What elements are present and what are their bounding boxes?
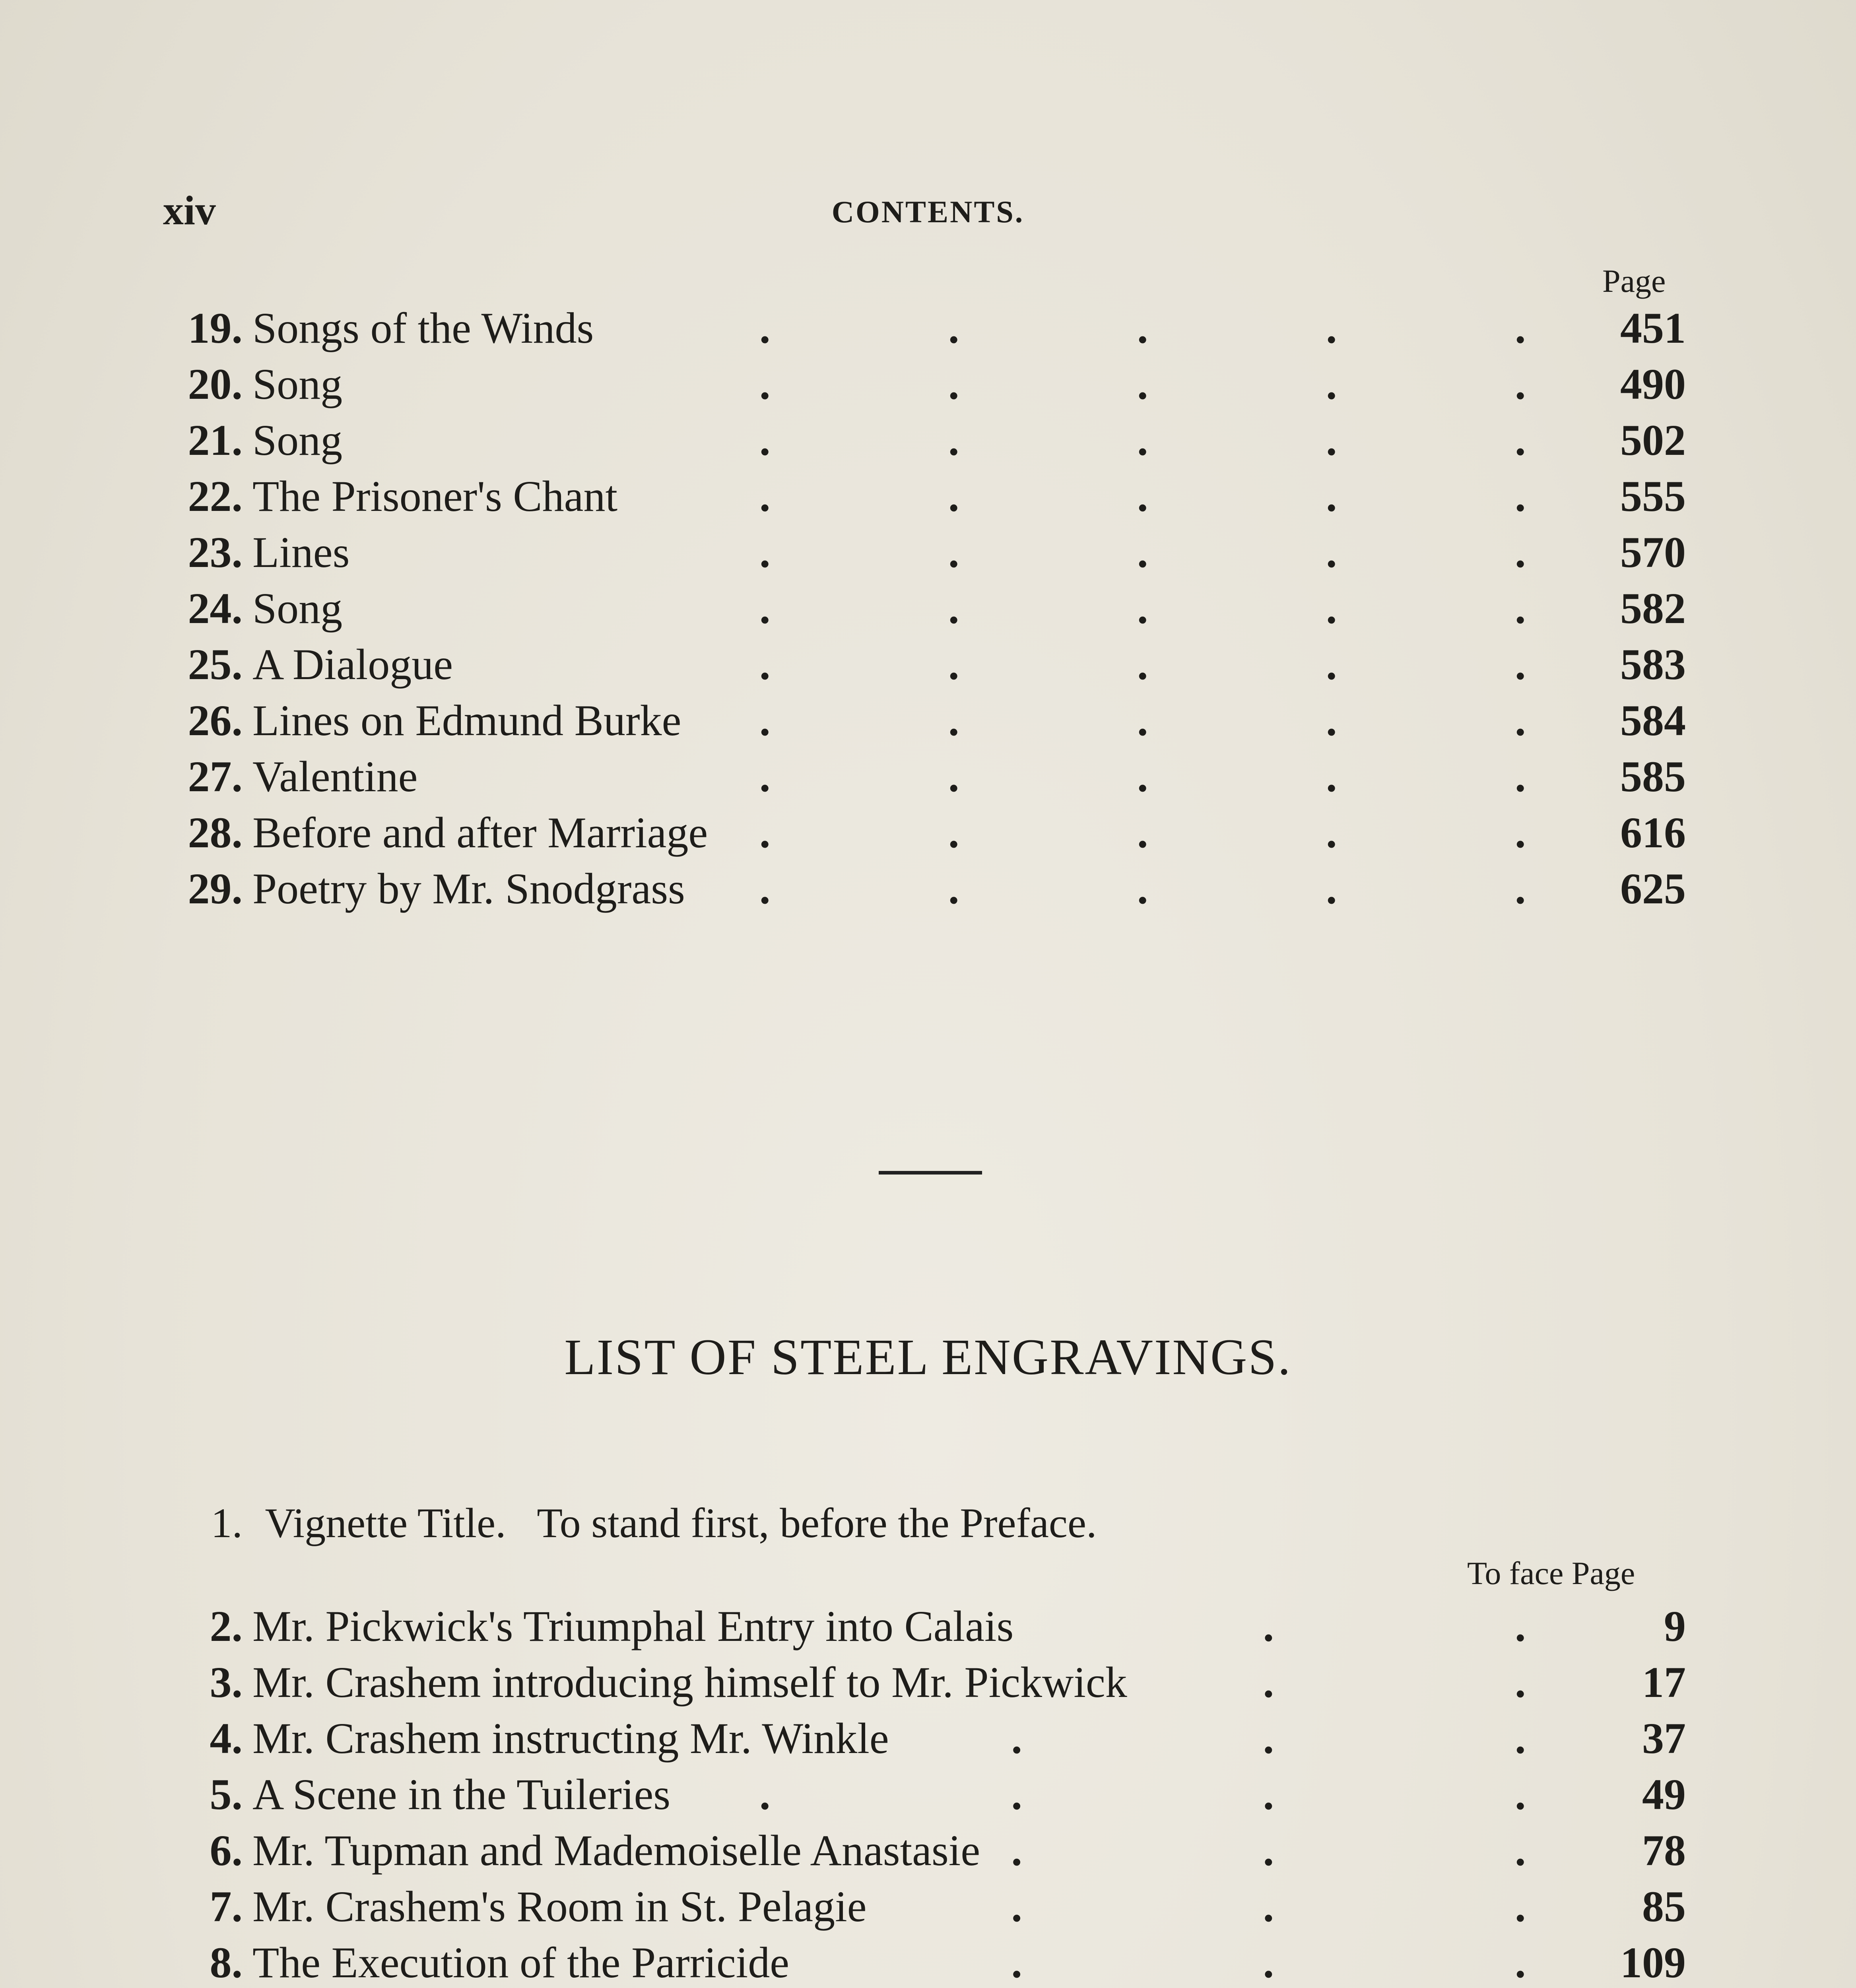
contents-item-title: Before and after Marriage	[252, 808, 708, 857]
engraving-item-number: 4.	[210, 1714, 243, 1763]
engraving-item-row	[163, 1767, 1686, 1823]
engraving-item-page: 109	[1620, 1938, 1686, 1987]
contents-item-number: 23.	[188, 528, 243, 577]
contents-item-number: 26.	[188, 696, 243, 745]
engraving-item-page: 78	[1642, 1826, 1686, 1875]
contents-item-page: 555	[1620, 472, 1686, 520]
engravings-page-column-label: To face Page	[1467, 1555, 1635, 1591]
engraving-item-number: 2.	[210, 1602, 243, 1650]
engraving-item-page: 85	[1642, 1882, 1686, 1931]
engraving-item-page: 17	[1642, 1658, 1686, 1706]
contents-item-row	[163, 356, 1686, 412]
contents-item-page: 502	[1620, 416, 1686, 464]
contents-item-title: The Prisoner's Chant	[252, 472, 618, 520]
contents-item-page: 625	[1620, 864, 1686, 913]
contents-item-title: Song	[252, 584, 343, 633]
contents-item-dot-leaders: . . . . .	[759, 528, 1526, 577]
engraving-item-row	[163, 1935, 1686, 1988]
engraving-item-number: 3.	[210, 1658, 243, 1706]
contents-item-page: 585	[1620, 752, 1686, 801]
engraving-item-dot-leaders: . . .	[1011, 1938, 1526, 1987]
engraving-item-title: A Scene in the Tuileries	[252, 1770, 671, 1819]
section-divider-rule	[879, 1171, 982, 1175]
engraving-item-page: 49	[1642, 1770, 1686, 1819]
contents-item-number: 25.	[188, 640, 243, 689]
engraving-item-title: Mr. Pickwick's Triumphal Entry into Calais	[252, 1602, 1014, 1650]
contents-item-row	[163, 412, 1686, 468]
engraving-item-dot-leaders: . .	[1263, 1602, 1526, 1650]
engraving-item-title: Mr. Tupman and Mademoiselle Anastasie	[252, 1826, 980, 1875]
contents-item-title: Poetry by Mr. Snodgrass	[252, 864, 685, 913]
engraving-item-number: 8.	[210, 1938, 243, 1987]
engraving-item-dot-leaders: . . . .	[759, 1770, 1526, 1819]
engraving-item-page: 37	[1642, 1714, 1686, 1763]
contents-item-dot-leaders: . . . . .	[759, 640, 1526, 689]
contents-item-page: 570	[1620, 528, 1686, 577]
contents-item-row	[163, 805, 1686, 861]
contents-item-title: Valentine	[252, 752, 418, 801]
contents-list	[163, 300, 1686, 917]
contents-item-dot-leaders: . . . . .	[759, 808, 1526, 857]
contents-item-number: 27.	[188, 752, 243, 801]
contents-item-dot-leaders: . . . . .	[759, 360, 1526, 408]
engraving-item-row	[163, 1598, 1686, 1654]
engraving-item-page: 9	[1664, 1602, 1686, 1650]
engraving-item-dot-leaders: . .	[1263, 1658, 1526, 1706]
contents-item-page: 616	[1620, 808, 1686, 857]
contents-item-row	[163, 300, 1686, 356]
section-title: CONTENTS.	[831, 194, 1025, 229]
contents-item-row	[163, 468, 1686, 524]
contents-item-number: 19.	[188, 304, 243, 352]
engraving-item-row	[163, 1879, 1686, 1935]
contents-item-title: Lines on Edmund Burke	[252, 696, 681, 745]
contents-item-dot-leaders: . . . . .	[759, 752, 1526, 801]
engraving-item-dot-leaders: . . .	[1011, 1826, 1526, 1875]
contents-item-title: A Dialogue	[252, 640, 453, 689]
contents-item-page: 451	[1620, 304, 1686, 352]
engraving-item-title: Mr. Crashem instructing Mr. Winkle	[252, 1714, 889, 1763]
engraving-item-dot-leaders: . . .	[1011, 1714, 1526, 1763]
engraving-item-row	[163, 1654, 1686, 1710]
engraving-item-number: 5.	[210, 1770, 243, 1819]
engraving-item-title: Mr. Crashem's Room in St. Pelagie	[252, 1882, 867, 1931]
engraving-item-row	[163, 1710, 1686, 1767]
contents-item-row	[163, 861, 1686, 917]
contents-page-column-label: Page	[1602, 263, 1666, 299]
contents-item-dot-leaders: . . . . .	[759, 584, 1526, 633]
contents-item-title: Songs of the Winds	[252, 304, 594, 352]
contents-item-dot-leaders: . . . . .	[759, 304, 1526, 352]
contents-item-title: Song	[252, 416, 343, 464]
contents-item-number: 29.	[188, 864, 243, 913]
engraving-item-dot-leaders: . . .	[1011, 1882, 1526, 1931]
contents-item-page: 584	[1620, 696, 1686, 745]
contents-item-number: 24.	[188, 584, 243, 633]
contents-item-dot-leaders: . . . . .	[759, 472, 1526, 520]
engraving-1-number: 1.	[211, 1500, 243, 1546]
contents-item-row	[163, 749, 1686, 805]
engraving-item-number: 6.	[210, 1826, 243, 1875]
engraving-item-title: The Execution of the Parricide	[252, 1938, 790, 1987]
engraving-item-row	[163, 1823, 1686, 1879]
engravings-heading: LIST OF STEEL ENGRAVINGS.	[564, 1329, 1292, 1385]
contents-item-page: 583	[1620, 640, 1686, 689]
engraving-item-title: Mr. Crashem introducing himself to Mr. Pickwick	[252, 1658, 1127, 1706]
contents-item-number: 22.	[188, 472, 243, 520]
running-head	[163, 187, 1693, 243]
contents-item-row	[163, 580, 1686, 637]
engravings-list	[163, 1598, 1686, 1988]
engraving-1-vignette-title	[163, 1499, 1097, 1547]
contents-item-page: 490	[1620, 360, 1686, 408]
contents-item-row	[163, 524, 1686, 580]
contents-item-number: 21.	[188, 416, 243, 464]
contents-item-page: 582	[1620, 584, 1686, 633]
page-number: xiv	[163, 188, 216, 233]
contents-item-row	[163, 637, 1686, 693]
contents-item-number: 20.	[188, 360, 243, 408]
contents-item-dot-leaders: . . . . .	[759, 864, 1526, 913]
contents-item-title: Lines	[252, 528, 350, 577]
contents-item-dot-leaders: . . . . .	[759, 416, 1526, 464]
contents-item-dot-leaders: . . . . .	[759, 696, 1526, 745]
contents-item-row	[163, 693, 1686, 749]
engraving-item-number: 7.	[210, 1882, 243, 1931]
contents-item-number: 28.	[188, 808, 243, 857]
engraving-1-text: Vignette Title. To stand first, before the Preface.	[265, 1500, 1097, 1546]
contents-item-title: Song	[252, 360, 343, 408]
